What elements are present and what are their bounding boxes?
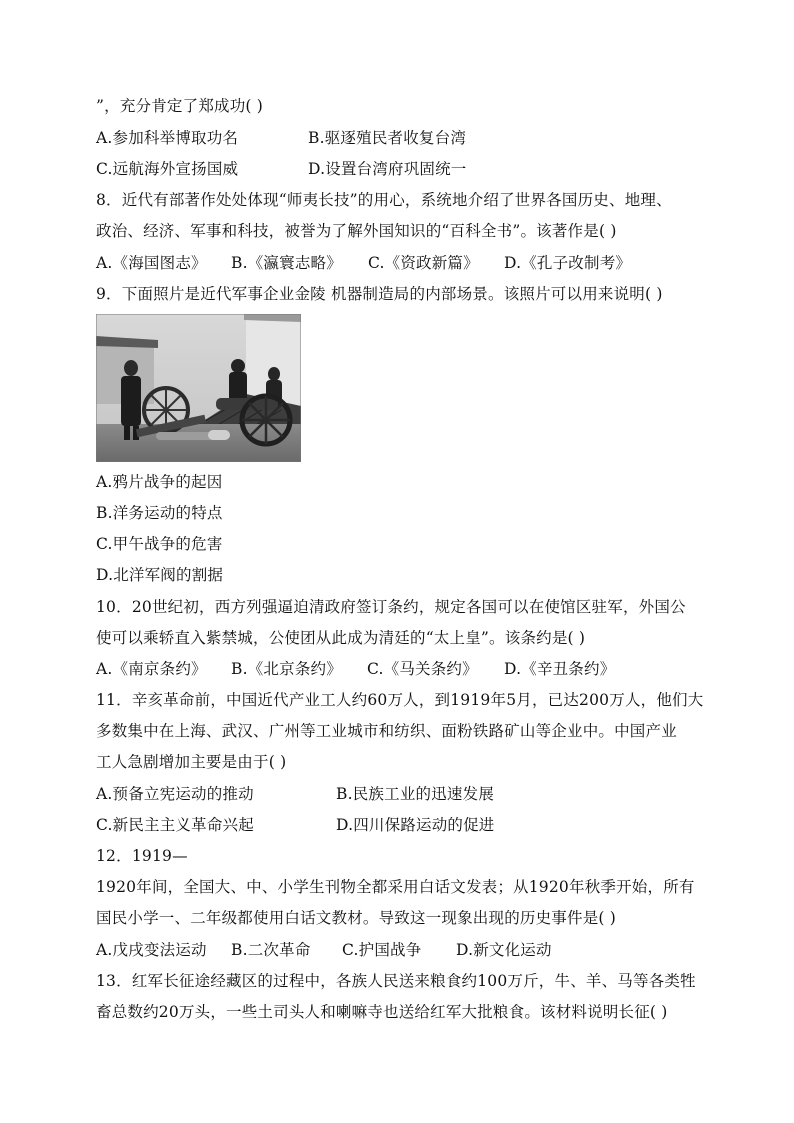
- q11-option-b[interactable]: B.民族工业的迅速发展: [336, 785, 495, 803]
- q11-stem-line-2: 多数集中在上海、武汉、广州等工业城市和纺织、面粉铁路矿山等企业中。中国产业: [96, 722, 677, 740]
- q7-stem-tail: ”，充分肯定了郑成功( ): [96, 97, 264, 115]
- q8-stem-line-2: 政治、经济、军事和科技，被誉为了解外国知识的“百科全书”。该著作是( ): [96, 222, 617, 240]
- q7-option-c[interactable]: C.远航海外宣扬国威: [96, 160, 239, 178]
- q8-option-a[interactable]: A.《海国图志》: [96, 254, 207, 272]
- q10-option-d[interactable]: D.《辛丑条约》: [504, 660, 616, 678]
- q9-stem: 9．下面照片是近代军事企业金陵 机器制造局的内部场景。该照片可以用来说明( ): [96, 285, 663, 303]
- q7-option-a[interactable]: A.参加科举博取功名: [96, 129, 239, 147]
- q10-option-c[interactable]: C.《马关条约》: [367, 660, 478, 678]
- q13-stem-line-2: 畜总数约20万头，一些土司头人和喇嘛寺也送给红军大批粮食。该材料说明长征( ): [96, 1003, 668, 1021]
- q12-option-a[interactable]: A.戊戌变法运动: [96, 941, 207, 959]
- q12-option-d[interactable]: D.新文化运动: [456, 941, 552, 959]
- q9-option-b[interactable]: B.洋务运动的特点: [96, 504, 223, 522]
- q12-stem-line-3: 国民小学一、二年级都使用白话文教材。导致这一现象出现的历史事件是( ): [96, 909, 617, 927]
- q8-option-b[interactable]: B.《瀛寰志略》: [231, 254, 342, 272]
- q8-option-c[interactable]: C.《资政新篇》: [368, 254, 479, 272]
- q8-stem-line-1: 8．近代有部著作处处体现“师夷长技”的用心，系统地介绍了世界各国历史、地理、: [96, 191, 672, 209]
- q12-stem-line-1: 12．1919—: [96, 847, 188, 865]
- q10-stem-line-2: 使可以乘轿直入紫禁城，公使团从此成为清廷的“太上皇”。该条约是( ): [96, 629, 586, 647]
- q11-option-d[interactable]: D.四川保路运动的促进: [336, 816, 495, 834]
- q7-option-b[interactable]: B.驱逐殖民者收复台湾: [308, 129, 467, 147]
- q9-option-d[interactable]: D.北洋军阀的割据: [96, 566, 224, 584]
- q12-stem-line-2: 1920年间，全国大、中、小学生刊物全都采用白话文发表；从1920年秋季开始，所有: [96, 878, 695, 896]
- q9-option-c[interactable]: C.甲午战争的危害: [96, 535, 223, 553]
- q11-option-a[interactable]: A.预备立宪运动的推动: [96, 785, 254, 803]
- q12-option-b[interactable]: B.二次革命: [231, 941, 311, 959]
- q7-option-d[interactable]: D.设置台湾府巩固统一: [308, 160, 467, 178]
- q9-option-a[interactable]: A.鸦片战争的起因: [96, 473, 223, 491]
- q8-option-d[interactable]: D.《孔子改制考》: [504, 254, 632, 272]
- q11-stem-line-1: 11．辛亥革命前，中国近代产业工人约60万人，到1919年5月，已达200万人，他们大: [96, 691, 704, 709]
- q12-option-c[interactable]: C.护国战争: [342, 941, 422, 959]
- q11-option-c[interactable]: C.新民主主义革命兴起: [96, 816, 254, 834]
- q13-stem-line-1: 13．红军长征途经藏区的过程中，各族人民送来粮食约100万斤，牛、羊、马等各类牲: [96, 972, 696, 990]
- q10-option-b[interactable]: B.《北京条约》: [231, 660, 342, 678]
- q10-option-a[interactable]: A.《南京条约》: [96, 660, 207, 678]
- arsenal-photo: [96, 314, 301, 462]
- q10-stem-line-1: 10．20世纪初，西方列强逼迫清政府签订条约，规定各国可以在使馆区驻军，外国公: [96, 598, 686, 616]
- q11-stem-line-3: 工人急剧增加主要是由于( ): [96, 753, 287, 771]
